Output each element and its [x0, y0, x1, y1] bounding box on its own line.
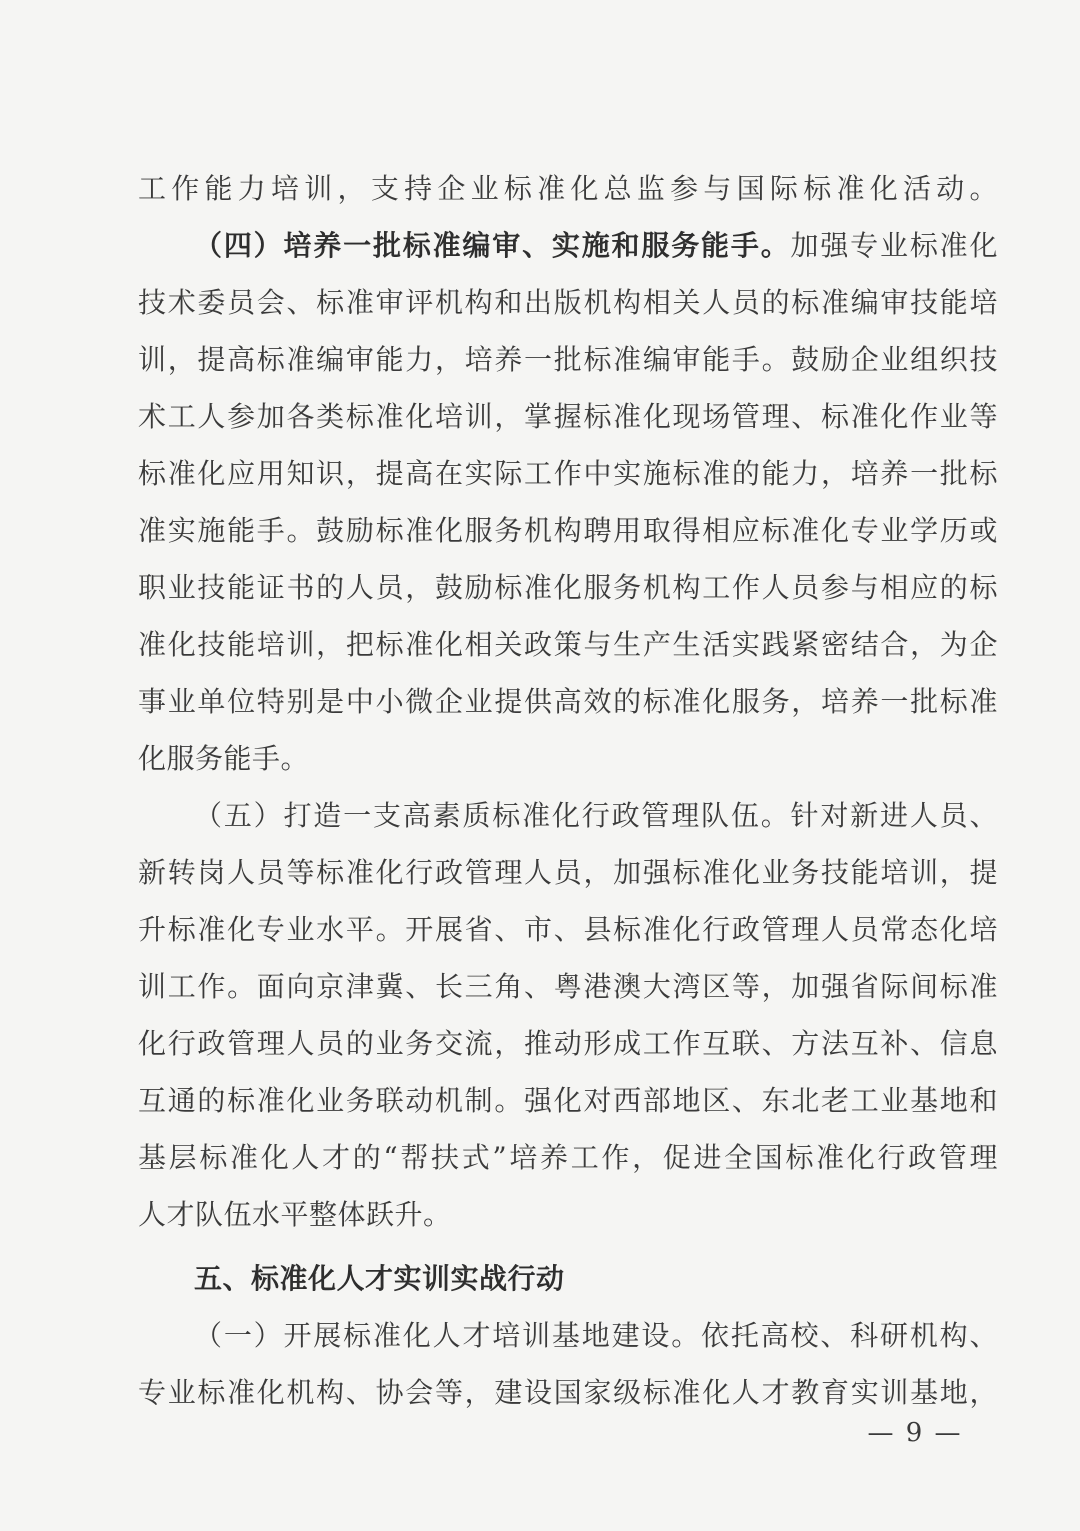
text-line-1: 工作能力培训，支持企业标准化总监参与国际标准化活动。 — [138, 172, 998, 205]
text-line-7: 准实施能手。鼓励标准化服务机构聘用取得相应标准化专业学历或 — [138, 514, 998, 547]
text-line-18: 基层标准化人才的“帮扶式”培养工作，促进全国标准化行政管理 — [138, 1141, 998, 1174]
text-line-8: 职业技能证书的人员，鼓励标准化服务机构工作人员参与相应的标 — [138, 571, 998, 604]
text-line-17: 互通的标准化业务联动机制。强化对西部地区、东北老工业基地和 — [138, 1084, 998, 1117]
text-line-16: 化行政管理人员的业务交流，推动形成工作互联、方法互补、信息 — [138, 1027, 998, 1060]
text-line-15: 训工作。面向京津冀、长三角、粤港澳大湾区等，加强省际间标准 — [138, 970, 998, 1003]
text-line-21: 专业标准化机构、协会等，建设国家级标准化人才教育实训基地， — [138, 1376, 998, 1409]
body-text — [138, 160, 998, 1421]
text-line-5: 术工人参加各类标准化培训，掌握标准化现场管理、标准化作业等 — [138, 400, 998, 433]
text-line-9: 准化技能培训，把标准化相关政策与生产生活实践紧密结合，为企 — [138, 628, 998, 661]
section-heading-5: 五、标准化人才实训实战行动 — [194, 1262, 565, 1295]
subheading-4: （四）培养一批标准编审、实施和服务能手。 — [194, 229, 791, 262]
text-line-20: （一）开展标准化人才培训基地建设。依托高校、科研机构、 — [194, 1319, 998, 1352]
text-line-3: 技术委员会、标准审评机构和出版机构相关人员的标准编审技能培 — [138, 286, 998, 319]
text-line-6: 标准化应用知识，提高在实际工作中实施标准的能力，培养一批标 — [138, 457, 998, 490]
text-line-10: 事业单位特别是中小微企业提供高效的标准化服务，培养一批标准 — [138, 685, 998, 718]
text-line-4: 训，提高标准编审能力，培养一批标准编审能手。鼓励企业组织技 — [138, 343, 998, 376]
text-line-19: 人才队伍水平整体跃升。 — [138, 1198, 452, 1231]
text-line-12: （五）打造一支高素质标准化行政管理队伍。针对新进人员、 — [194, 799, 998, 832]
text-line-2-tail: 加强专业标准化 — [790, 229, 998, 262]
text-line-14: 升标准化专业水平。开展省、市、县标准化行政管理人员常态化培 — [138, 913, 998, 946]
page-number: — 9 — — [867, 1418, 963, 1448]
section-spacer — [138, 1243, 998, 1250]
text-line-2 — [138, 217, 998, 274]
text-line-13: 新转岗人员等标准化行政管理人员，加强标准化业务技能培训，提 — [138, 856, 998, 889]
text-line-11: 化服务能手。 — [138, 742, 310, 775]
